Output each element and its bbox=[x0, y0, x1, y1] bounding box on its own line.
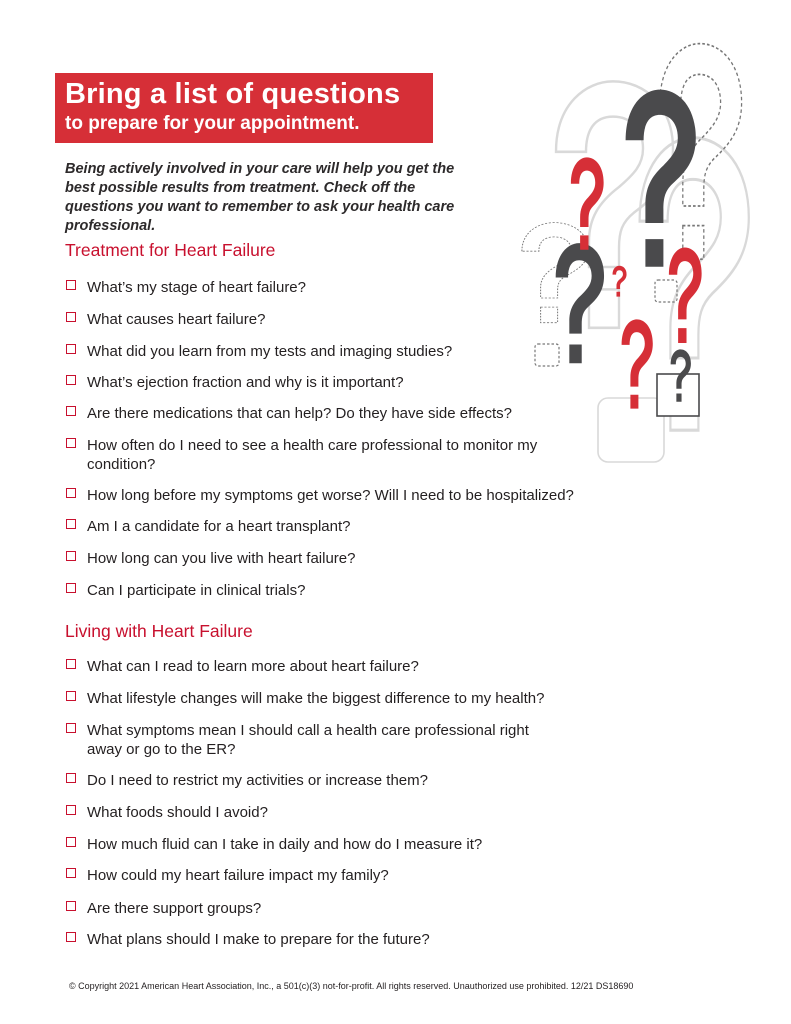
question-text: How could my heart failure impact my family? bbox=[87, 867, 389, 884]
checkbox[interactable] bbox=[66, 932, 76, 942]
question-text: Am I a candidate for a heart transplant? bbox=[87, 518, 351, 535]
checkbox[interactable] bbox=[66, 868, 76, 878]
question-text: What symptoms mean I should call a health care professional right away or go to the ER? bbox=[87, 722, 529, 758]
checkbox[interactable] bbox=[66, 551, 76, 561]
checkbox[interactable] bbox=[66, 438, 76, 448]
outline-question-marks bbox=[556, 81, 749, 462]
question-text: How much fluid can I take in daily and how do I measure it? bbox=[87, 836, 483, 853]
checkbox[interactable] bbox=[66, 406, 76, 416]
question-text: Are there support groups? bbox=[87, 900, 262, 917]
checkbox[interactable] bbox=[66, 901, 76, 911]
question-text: What causes heart failure? bbox=[87, 311, 266, 328]
question-text: What plans should I make to prepare for the future? bbox=[87, 931, 430, 948]
checkbox[interactable] bbox=[66, 723, 76, 733]
checkbox[interactable] bbox=[66, 344, 76, 354]
checkbox[interactable] bbox=[66, 691, 76, 701]
checkbox[interactable] bbox=[66, 375, 76, 385]
checkbox[interactable] bbox=[66, 583, 76, 593]
question-text: What foods should I avoid? bbox=[87, 804, 268, 821]
section-heading-treatment: Treatment for Heart Failure bbox=[65, 240, 276, 260]
question-text: What’s my stage of heart failure? bbox=[87, 279, 306, 296]
dotted-question-marks bbox=[522, 44, 742, 366]
checkbox[interactable] bbox=[66, 280, 76, 290]
checkbox[interactable] bbox=[66, 805, 76, 815]
dark-question-marks bbox=[556, 90, 696, 364]
intro-paragraph: Being actively involved in your care will help you get the best possible results from treatment. Check off the questions you want to remember to ask your health care professional. bbox=[65, 161, 455, 234]
question-text: What’s ejection fraction and why is it important? bbox=[87, 374, 404, 391]
section-heading-living: Living with Heart Failure bbox=[65, 621, 253, 641]
banner-subtitle: to prepare for your appointment. bbox=[65, 113, 360, 134]
question-text: How often do I need to see a health care professional to monitor my condition? bbox=[87, 437, 538, 473]
question-marks-icon bbox=[495, 30, 765, 470]
title-banner bbox=[55, 73, 433, 143]
checkbox[interactable] bbox=[66, 312, 76, 322]
question-text: Do I need to restrict my activities or increase them? bbox=[87, 772, 428, 789]
checkbox[interactable] bbox=[66, 659, 76, 669]
checkbox[interactable] bbox=[66, 488, 76, 498]
checkbox[interactable] bbox=[66, 773, 76, 783]
copyright-footer: © Copyright 2021 American Heart Association, Inc., a 501(c)(3) not-for-profit. All rights reserved. Unauthorized use prohibited. 12/21 DS18690 bbox=[69, 981, 634, 991]
question-text: What did you learn from my tests and imaging studies? bbox=[87, 343, 453, 360]
checkbox[interactable] bbox=[66, 519, 76, 529]
question-text: Can I participate in clinical trials? bbox=[87, 582, 306, 599]
question-text: How long before my symptoms get worse? Will I need to be hospitalized? bbox=[87, 487, 574, 504]
checkbox[interactable] bbox=[66, 837, 76, 847]
question-text: What lifestyle changes will make the biggest difference to my health? bbox=[87, 690, 545, 707]
question-text: How long can you live with heart failure? bbox=[87, 550, 356, 567]
banner-title: Bring a list of questions bbox=[65, 78, 401, 110]
question-text: What can I read to learn more about heart failure? bbox=[87, 658, 419, 675]
question-text: Are there medications that can help? Do they have side effects? bbox=[87, 405, 512, 422]
